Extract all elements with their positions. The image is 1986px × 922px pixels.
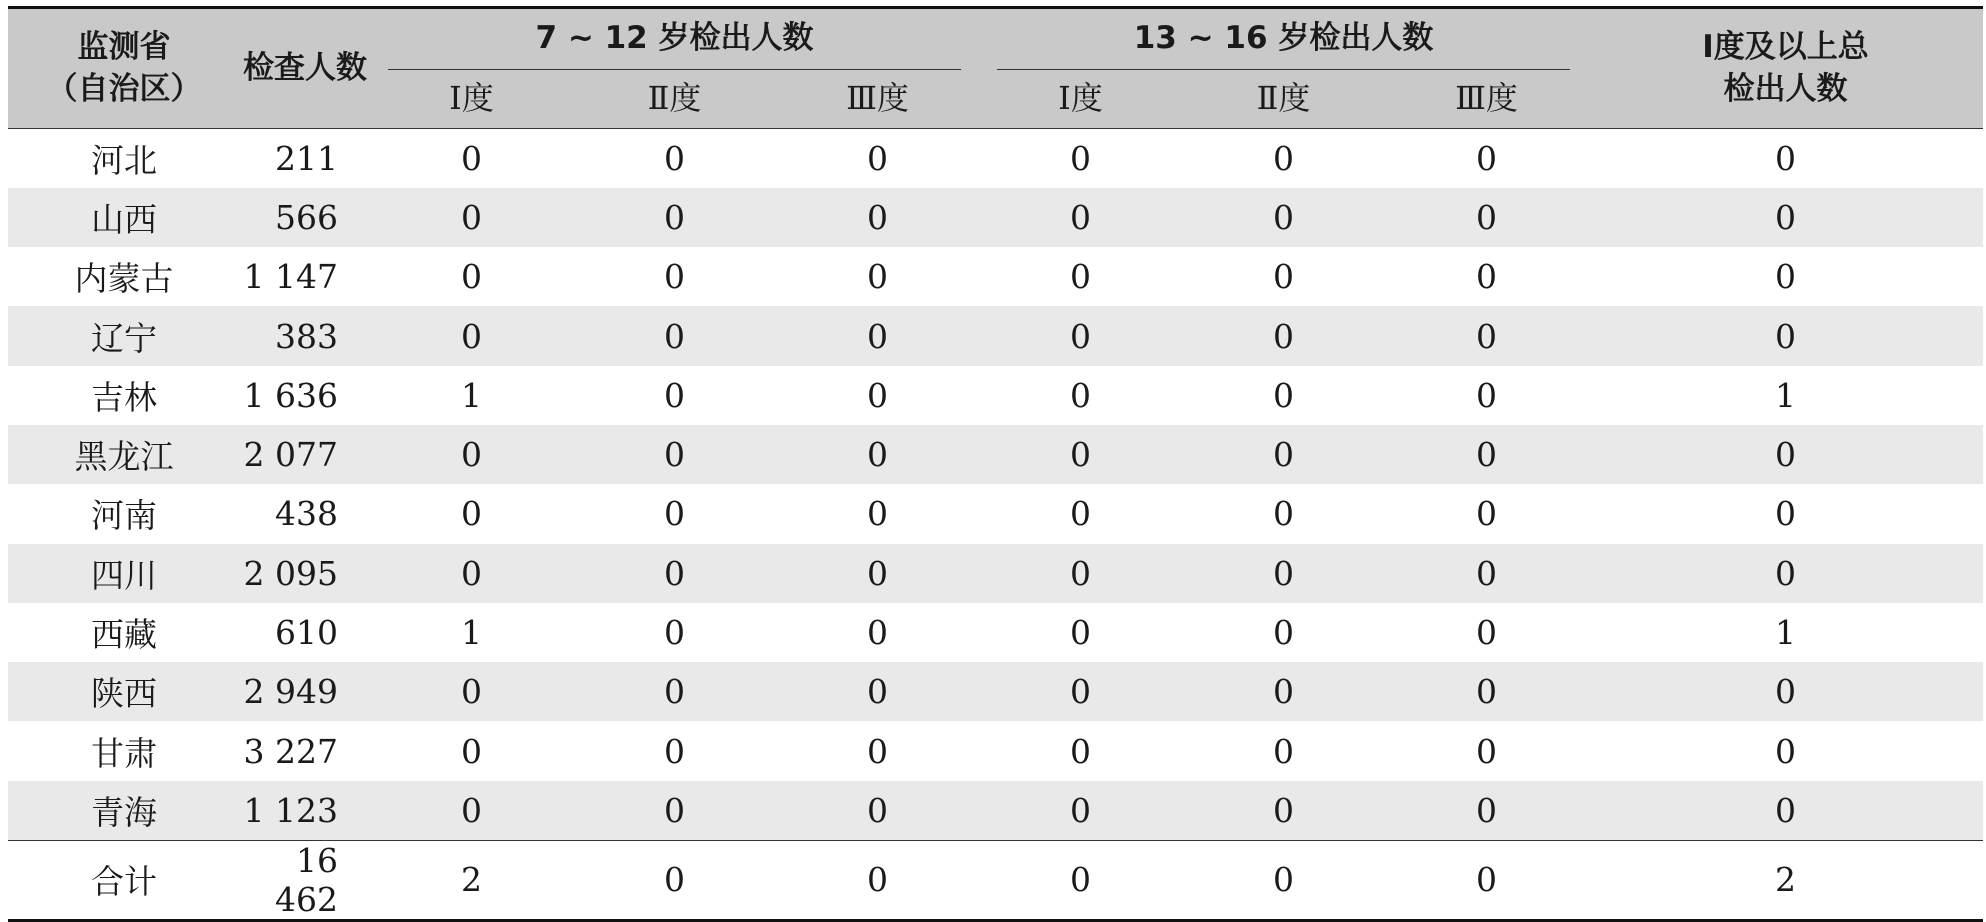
cell-b2: 0: [1273, 316, 1294, 356]
table-header: [8, 8, 1983, 129]
cell-region: 内蒙古: [74, 259, 174, 299]
cell-exam: 1 123: [243, 790, 338, 830]
cell-b3: 0: [1476, 138, 1497, 178]
cell-a1: 0: [461, 138, 482, 178]
cell-b2: 0: [1273, 138, 1294, 178]
cell-b3: 0: [1476, 197, 1497, 237]
header-sub-a3: Ⅲ度: [776, 70, 979, 129]
table-row: [8, 247, 1983, 306]
table-row: [8, 188, 1983, 247]
cell-region: 四川: [91, 555, 157, 595]
cell-a3: 0: [867, 197, 888, 237]
cell-exam: 566: [275, 197, 338, 237]
cell-b2: 0: [1273, 197, 1294, 237]
cell-a2: 0: [664, 257, 685, 297]
cell-b2: 0: [1273, 672, 1294, 712]
header-sub-b2: Ⅱ度: [1182, 70, 1385, 129]
cell-total: 0: [1775, 138, 1797, 178]
cell-total: 0: [1775, 197, 1797, 237]
cell-a3: 0: [867, 435, 888, 475]
cell-region: 山西: [91, 199, 157, 239]
cell-exam: 1 636: [243, 375, 338, 415]
cell-total: 0: [1775, 316, 1797, 356]
cell-b1: 0: [1070, 435, 1091, 475]
header-group-13-16-label: 13 ~ 16 岁检出人数: [1133, 20, 1434, 57]
table-body: [8, 129, 1983, 921]
cell-b1: 0: [1070, 138, 1091, 178]
header-sub-a2: Ⅱ度: [573, 70, 776, 129]
header-sub-a1: Ⅰ度: [370, 70, 573, 129]
cell-total: 0: [1775, 494, 1797, 534]
cell-total: 0: [1775, 790, 1797, 830]
cell-b2: 0: [1273, 790, 1294, 830]
cell-exam: 2 949: [243, 672, 338, 712]
header-group-7-12-label: 7 ~ 12 岁检出人数: [535, 20, 814, 57]
cell-total: 0: [1775, 435, 1797, 475]
table-row: [8, 603, 1983, 662]
header-region-line1: 监测省: [77, 28, 171, 65]
cell-b2: 0: [1273, 553, 1294, 593]
total-row: [8, 840, 1983, 920]
detection-table: [8, 6, 1983, 922]
cell-region: 合计: [8, 840, 240, 920]
cell-a2: 0: [664, 613, 685, 653]
cell-region: 河南: [91, 496, 157, 536]
cell-a1: 0: [461, 790, 482, 830]
cell-a3: 0: [867, 790, 888, 830]
cell-total: 2: [1588, 840, 1983, 920]
cell-b1: 0: [1070, 316, 1091, 356]
cell-total: 0: [1775, 553, 1797, 593]
header-region: [8, 8, 240, 129]
table-row: [8, 544, 1983, 603]
cell-exam: 2 077: [243, 435, 338, 475]
cell-exam: 438: [275, 494, 338, 534]
cell-a3: 0: [867, 731, 888, 771]
cell-b2: 0: [1182, 840, 1385, 920]
cell-b3: 0: [1476, 316, 1497, 356]
cell-exam: 610: [275, 613, 338, 653]
header-group-13-16: [979, 8, 1588, 70]
cell-b1: 0: [1070, 613, 1091, 653]
cell-a2: 0: [664, 138, 685, 178]
table-row: [8, 662, 1983, 721]
detection-table-container: [8, 6, 1983, 922]
cell-a3: 0: [867, 316, 888, 356]
table-row: [8, 129, 1983, 188]
cell-b1: 0: [1070, 494, 1091, 534]
cell-b3: 0: [1476, 790, 1497, 830]
cell-total: 0: [1775, 731, 1797, 771]
cell-a1: 0: [461, 197, 482, 237]
cell-a1: 0: [461, 494, 482, 534]
header-total-line2: 检出人数: [1723, 70, 1848, 107]
header-group-7-12: [370, 8, 979, 70]
cell-a3: 0: [867, 494, 888, 534]
cell-a1: 0: [461, 435, 482, 475]
cell-b2: 0: [1273, 494, 1294, 534]
cell-b3: 0: [1385, 840, 1588, 920]
cell-b3: 0: [1476, 731, 1497, 771]
cell-exam: 383: [275, 316, 338, 356]
cell-a3: 0: [867, 672, 888, 712]
header-region-line2: （自治区）: [46, 70, 202, 107]
cell-region: 黑龙江: [74, 437, 174, 477]
cell-region: 辽宁: [91, 318, 157, 358]
header-total: [1588, 8, 1983, 129]
cell-b3: 0: [1476, 435, 1497, 475]
cell-b3: 0: [1476, 672, 1497, 712]
table-row: [8, 366, 1983, 425]
cell-a2: 0: [573, 840, 776, 920]
table-row: [8, 484, 1983, 543]
cell-b3: 0: [1476, 257, 1497, 297]
cell-a2: 0: [664, 197, 685, 237]
cell-a2: 0: [664, 672, 685, 712]
cell-a3: 0: [867, 138, 888, 178]
cell-a1: 2: [370, 840, 573, 920]
cell-a2: 0: [664, 435, 685, 475]
cell-exam: 16 462: [240, 840, 370, 920]
cell-region: 甘肃: [91, 733, 157, 773]
cell-a3: 0: [776, 840, 979, 920]
cell-total: 1: [1775, 375, 1797, 415]
cell-exam: 211: [275, 138, 338, 178]
cell-a3: 0: [867, 375, 888, 415]
cell-a1: 0: [461, 316, 482, 356]
cell-b3: 0: [1476, 494, 1497, 534]
cell-a1: 0: [461, 257, 482, 297]
cell-a1: 0: [461, 731, 482, 771]
cell-b3: 0: [1476, 613, 1497, 653]
cell-a2: 0: [664, 553, 685, 593]
cell-b2: 0: [1273, 435, 1294, 475]
cell-a2: 0: [664, 731, 685, 771]
cell-a2: 0: [664, 790, 685, 830]
cell-b1: 0: [1070, 731, 1091, 771]
cell-region: 河北: [91, 140, 157, 180]
cell-region: 吉林: [91, 377, 157, 417]
cell-a1: 1: [461, 613, 482, 653]
cell-region: 青海: [91, 792, 157, 832]
cell-total: 0: [1775, 672, 1797, 712]
cell-a3: 0: [867, 257, 888, 297]
table-row: [8, 781, 1983, 840]
cell-a1: 0: [461, 553, 482, 593]
cell-b1: 0: [1070, 375, 1091, 415]
header-sub-b3: Ⅲ度: [1385, 70, 1588, 129]
cell-b2: 0: [1273, 375, 1294, 415]
header-exam-count: 检查人数: [240, 8, 370, 129]
cell-a3: 0: [867, 553, 888, 593]
cell-b1: 0: [1070, 257, 1091, 297]
cell-exam: 2 095: [243, 553, 338, 593]
cell-b2: 0: [1273, 613, 1294, 653]
cell-b3: 0: [1476, 553, 1497, 593]
cell-b2: 0: [1273, 731, 1294, 771]
cell-b1: 0: [1070, 672, 1091, 712]
cell-region: 西藏: [91, 615, 157, 655]
cell-a2: 0: [664, 316, 685, 356]
cell-b1: 0: [1070, 790, 1091, 830]
cell-a3: 0: [867, 613, 888, 653]
cell-b1: 0: [1070, 197, 1091, 237]
cell-total: 1: [1775, 613, 1797, 653]
cell-a1: 1: [461, 375, 482, 415]
group-rule: [997, 69, 1570, 70]
cell-b1: 0: [1070, 553, 1091, 593]
header-sub-b1: Ⅰ度: [979, 70, 1182, 129]
cell-a2: 0: [664, 494, 685, 534]
table-row: [8, 425, 1983, 484]
cell-a2: 0: [664, 375, 685, 415]
header-total-line1: Ⅰ度及以上总: [1702, 28, 1869, 65]
cell-b1: 0: [979, 840, 1182, 920]
cell-exam: 1 147: [243, 257, 338, 297]
cell-region: 陕西: [91, 674, 157, 714]
table-row: [8, 306, 1983, 365]
cell-exam: 3 227: [243, 731, 338, 771]
table-row: [8, 721, 1983, 780]
cell-a1: 0: [461, 672, 482, 712]
group-rule: [388, 69, 961, 70]
cell-b2: 0: [1273, 257, 1294, 297]
cell-b3: 0: [1476, 375, 1497, 415]
cell-total: 0: [1775, 257, 1797, 297]
